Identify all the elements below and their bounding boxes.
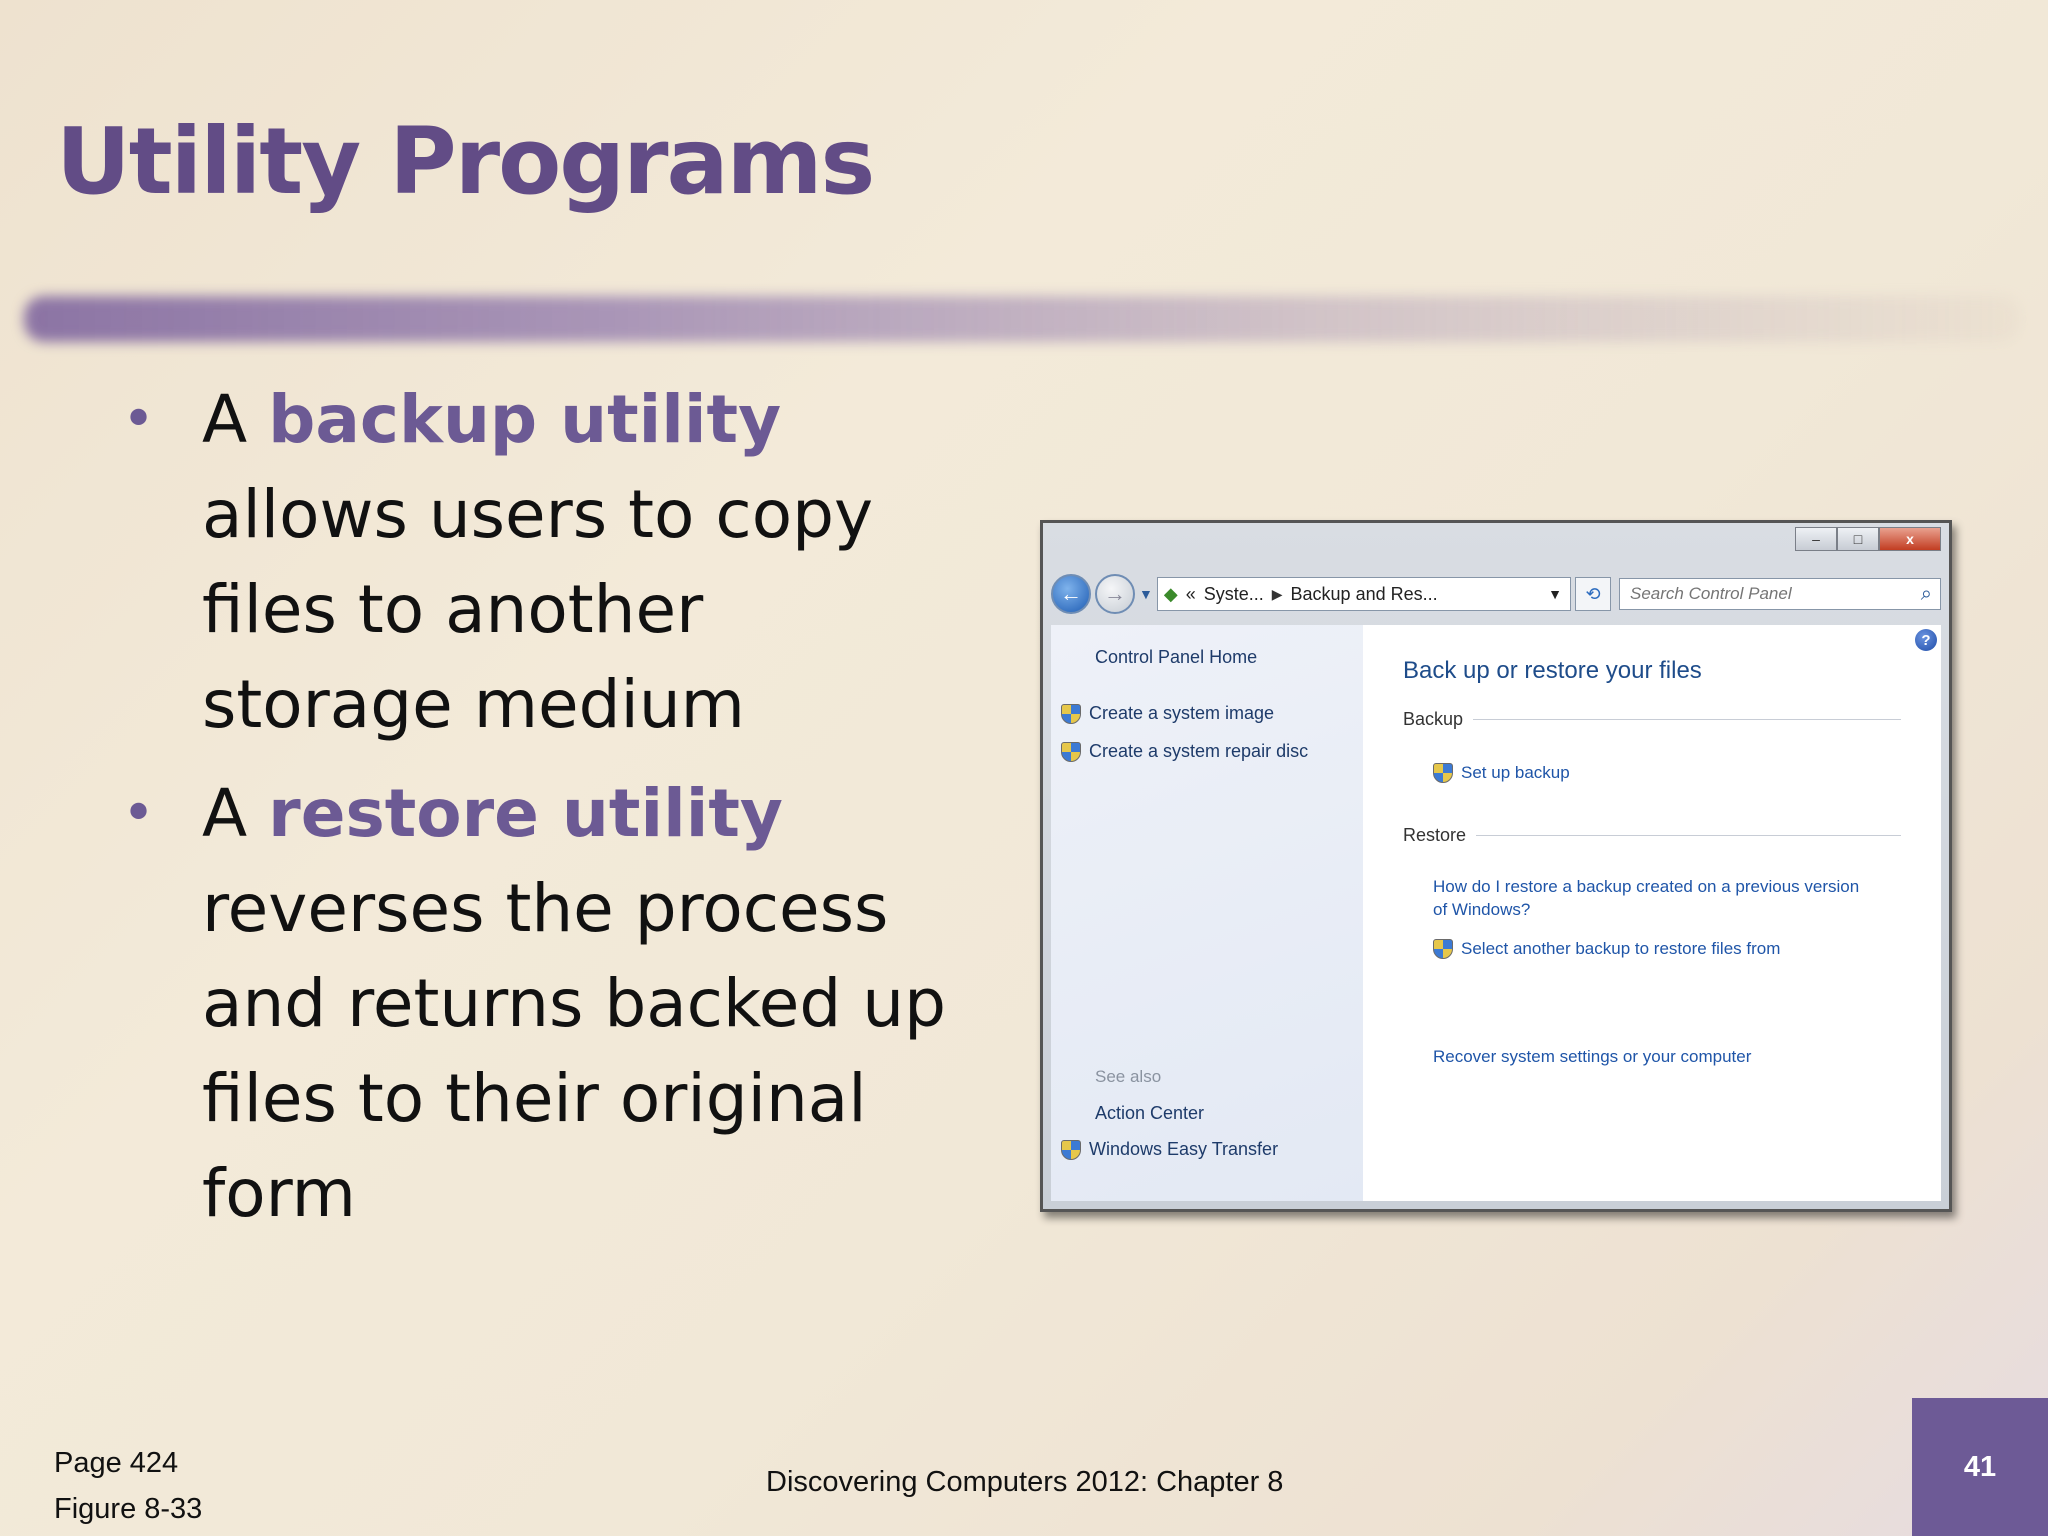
uac-shield-icon [1433,763,1453,783]
create-system-image-link[interactable] [1061,703,1274,724]
close-button[interactable]: x [1879,527,1941,551]
windows-easy-transfer-link[interactable] [1061,1139,1278,1160]
control-panel-home-link[interactable]: Control Panel Home [1095,647,1258,667]
see-also-label: See also [1095,1067,1162,1086]
search-icon[interactable]: ⌕ [1920,582,1932,605]
content-pane [1363,625,1941,1201]
minimize-button[interactable]: – [1795,527,1837,551]
restore-previous-version-link[interactable]: How do I restore a backup created on a previous version of Windows? [1433,877,1860,919]
uac-shield-icon [1061,704,1081,724]
select-another-backup-label: Select another backup to restore files from [1461,939,1781,958]
bullet-term: restore utility [268,775,783,852]
section-divider [1476,835,1901,836]
breadcrumb-system[interactable]: Syste... [1203,583,1264,604]
title-underline-bar [24,296,2020,342]
bullet-text: reverses the process and returns backed up files to their original form [202,870,947,1232]
bullet-term: backup utility [268,381,782,458]
bullet-dot-icon: • [122,387,156,452]
help-icon[interactable]: ? [1915,629,1937,651]
footer-references [54,1440,202,1532]
breadcrumb-separator-icon: ▶ [1271,585,1283,602]
content-heading: Back up or restore your files [1403,657,1702,684]
slide-number [1912,1398,2048,1536]
breadcrumb-chevrons[interactable]: « [1185,583,1196,604]
maximize-button[interactable]: □ [1837,527,1879,551]
windows-easy-transfer-label: Windows Easy Transfer [1089,1139,1279,1159]
bullet-backup-utility [118,372,968,752]
recent-pages-chevron-down-icon[interactable]: ▼ [1139,586,1153,602]
address-bar[interactable] [1157,577,1571,611]
set-up-backup-label: Set up backup [1461,763,1570,782]
restore-section-label: Restore [1403,825,1467,845]
bullet-prefix: A [202,775,269,852]
refresh-icon[interactable]: ⟲ [1575,577,1611,611]
uac-shield-icon [1061,742,1081,762]
create-repair-disc-link[interactable] [1061,741,1308,762]
figure-reference: Figure 8-33 [54,1493,203,1525]
uac-shield-icon [1433,939,1453,959]
backup-section-label: Backup [1403,709,1464,729]
footer-course-title: Discovering Computers 2012: Chapter 8 [766,1466,1284,1498]
restore-section-header [1403,825,1901,846]
slide-title: Utility Programs [56,108,874,215]
address-chevron-down-icon[interactable]: ▼ [1548,586,1562,602]
select-another-backup-link[interactable] [1433,939,1780,959]
create-repair-disc-label: Create a system repair disc [1089,741,1309,761]
navigation-bar [1051,573,1941,615]
control-panel-icon: ◆ [1163,583,1178,604]
create-system-image-label: Create a system image [1089,703,1275,723]
bullet-list [118,372,968,1255]
search-box[interactable] [1619,578,1941,610]
back-arrow-icon[interactable]: ← [1051,574,1091,614]
backup-restore-window [1040,520,1952,1212]
section-divider [1473,719,1901,720]
breadcrumb-backup-restore[interactable]: Backup and Res... [1290,583,1438,604]
forward-arrow-icon[interactable]: → [1095,574,1135,614]
bullet-restore-utility [118,766,968,1241]
backup-section-header [1403,709,1901,730]
set-up-backup-link[interactable] [1433,763,1570,783]
uac-shield-icon [1061,1140,1081,1160]
bullet-prefix: A [202,381,269,458]
bullet-dot-icon: • [122,781,156,846]
search-input[interactable] [1628,583,1921,605]
bullet-text: allows users to copy files to another storage medium [202,476,874,743]
window-controls [1795,527,1941,551]
slide-number-label: 41 [1963,1450,1997,1483]
recover-system-settings-link[interactable]: Recover system settings or your computer [1433,1047,1752,1066]
page-reference: Page 424 [54,1447,179,1479]
action-center-link[interactable]: Action Center [1095,1103,1205,1123]
task-pane [1051,625,1363,1201]
